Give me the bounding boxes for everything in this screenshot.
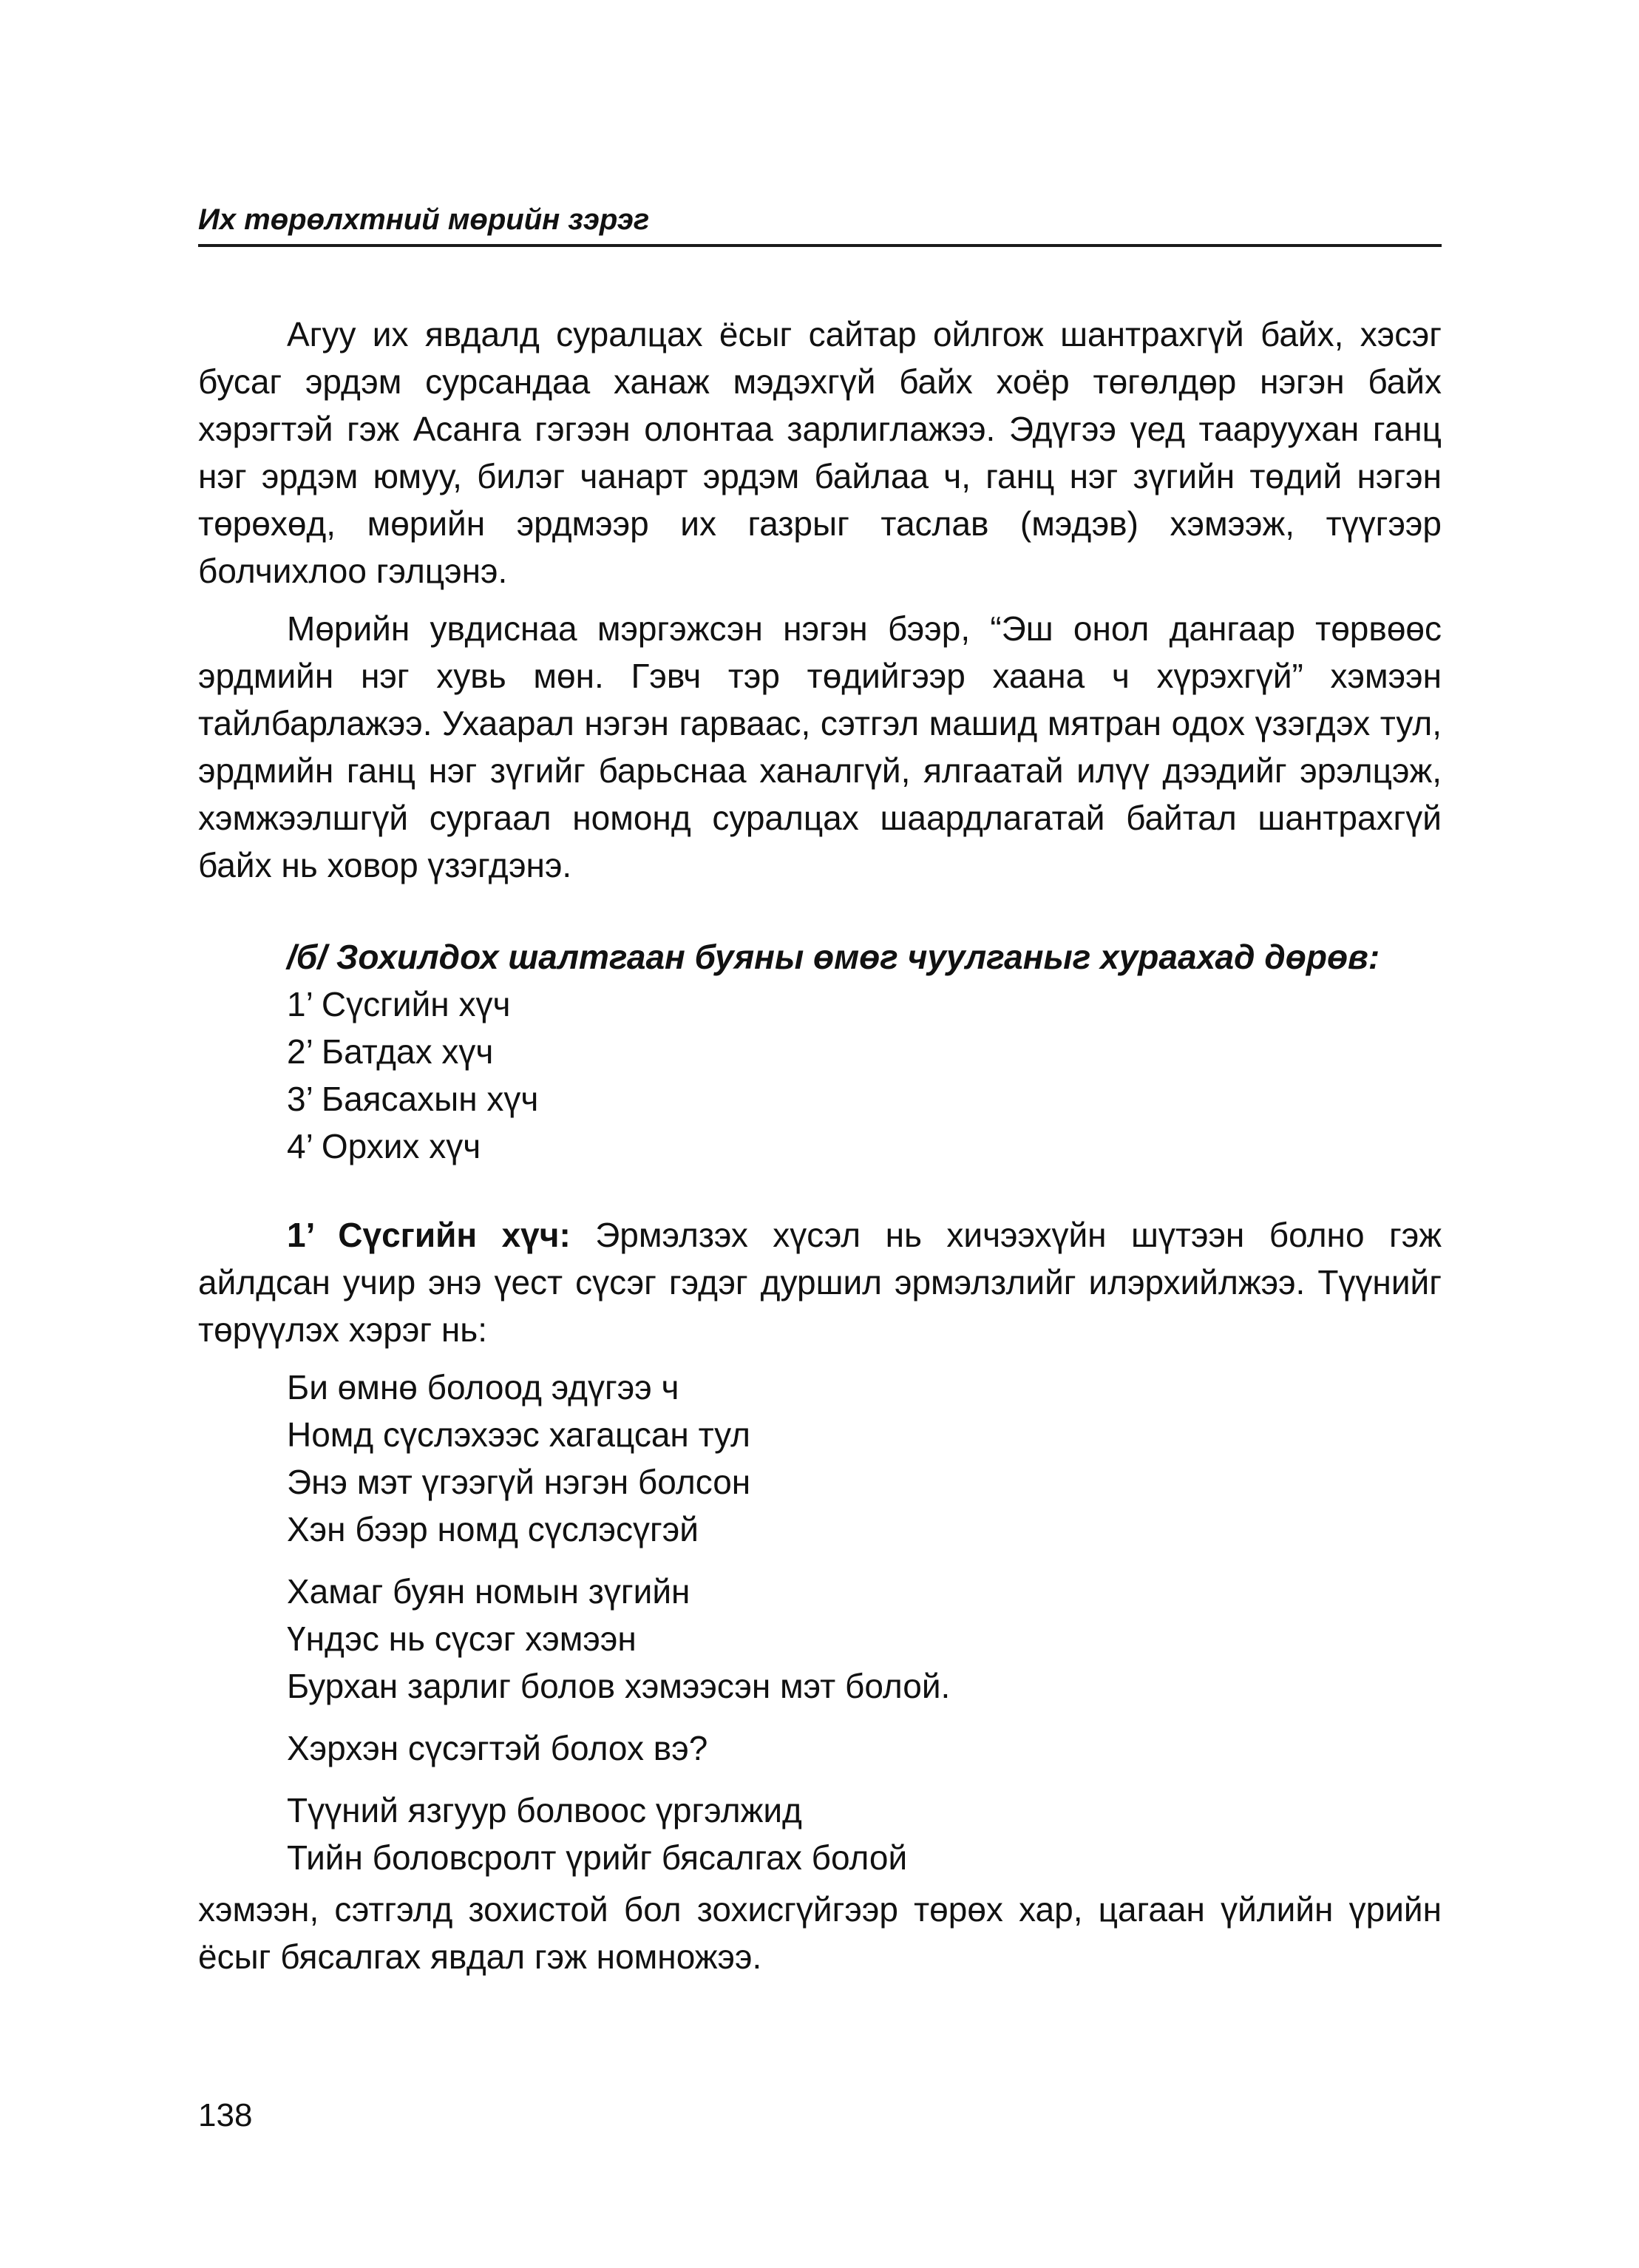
body-paragraph-1: Агуу их явдалд суралцах ёсыг сайтар ойлгож шантрахгүй байх, хэсэг бусаг эрдэм сурсандаа ханаж мэдэхгүй байх хоёр төгөлдөр нэгэн байх хэрэгтэй гэж Асанга гэгээн олонтаа зарлиглажээ. Эдүгээ үед таарууxан ганц нэг эрдэм юмуу, билэг чанарт эрдэм байлаа ч, ганц нэг зүгийн төдий нэгэн төрөхөд, мөрийн эрдмээр их газрыг таслав (мэдэв) хэмээж, түүгээр болчихлоо гэлцэнэ.: [198, 315, 1442, 590]
verse-stanza-1: [198, 1364, 1442, 1553]
verse-line: Хамаг буян номын зүгийн: [287, 1572, 690, 1611]
subsection-lead: 1’ Сүсгийн хүч:: [287, 1216, 571, 1254]
subsection-text: Эрмэлзэх хүсэл нь хичээхүйн шүтээн болно гэж айлдсан учир энэ үест сүсэг гэдэг дуршил эрмэлзлийг илэрхийлжээ. Түүнийг төрүүлэх хэрэг нь:: [198, 1216, 1442, 1349]
list-item: 4’ Орхих хүч: [287, 1127, 481, 1165]
section-heading: /б/ Зохилдох шалтгаан буяны өмөг чуулганыг хураахад дөрөв:: [287, 938, 1380, 976]
list-item: 2’ Батдах хүч: [287, 1032, 494, 1071]
list-item: 3’ Баясахын хүч: [287, 1080, 539, 1118]
verse-line: Энэ мэт үгээгүй нэгэн болсон: [287, 1463, 751, 1501]
verse-line: Үндэс нь сүсэг хэмээн: [287, 1619, 637, 1658]
subsection-paragraph: [198, 1211, 1442, 1353]
running-header-title: Их төрөлхтний мөрийн зэрэг: [198, 203, 650, 236]
page-number: 138: [198, 2097, 253, 2133]
verse-line: Би өмнө болоод эдүгээ ч: [287, 1368, 679, 1407]
verse-line: Номд сүслэхээс хагацсан тул: [287, 1415, 750, 1454]
forces-list: [198, 981, 1442, 1170]
verse-line: Бурхан зарлиг болов хэмээсэн мэт болой.: [287, 1667, 951, 1705]
verse-line: Хэн бээр номд сүслэсүгэй: [287, 1510, 699, 1548]
closing-paragraph: хэмээн, сэтгэлд зохистой бол зохисгүйгээр төрөх хар, цагаан үйлийн үрийн ёсыг бясалгах явдал гэж номножээ.: [198, 1890, 1442, 1976]
page-body: [198, 311, 1442, 1980]
running-header: [198, 194, 1442, 247]
verse-stanza-3: [198, 1787, 1442, 1881]
body-paragraph-2: Мөрийн увдиснаа мэргэжсэн нэгэн бээр, “Эш онол дангаар төрвөөс эрдмийн нэг хувь мөн. Гэвч тэр төдийгээр хаана ч хүрэхгүй” хэмээн тайлбарлажээ. Ухаарал нэгэн гарваас, сэтгэл машид мятран одох үзэгдэх тул, эрдмийн ганц нэг зүгийг барьснаа ханалгүй, ялгаатай илүү дээдийг эрэлцэж, хэмжээлшгүй сургаал номонд суралцах шаардлагатай байтал шантрахгүй байх нь ховор үзэгдэнэ.: [198, 609, 1442, 884]
verse-line: Түүний язгуур болвоос үргэлжид: [287, 1791, 802, 1829]
verse-question: Хэрхэн сүсэгтэй болох вэ?: [287, 1729, 708, 1767]
verse-line: Тийн боловсролт үрийг бясалгах болой: [287, 1838, 908, 1877]
list-item: 1’ Сүсгийн хүч: [287, 985, 511, 1023]
verse-stanza-2: [198, 1568, 1442, 1710]
